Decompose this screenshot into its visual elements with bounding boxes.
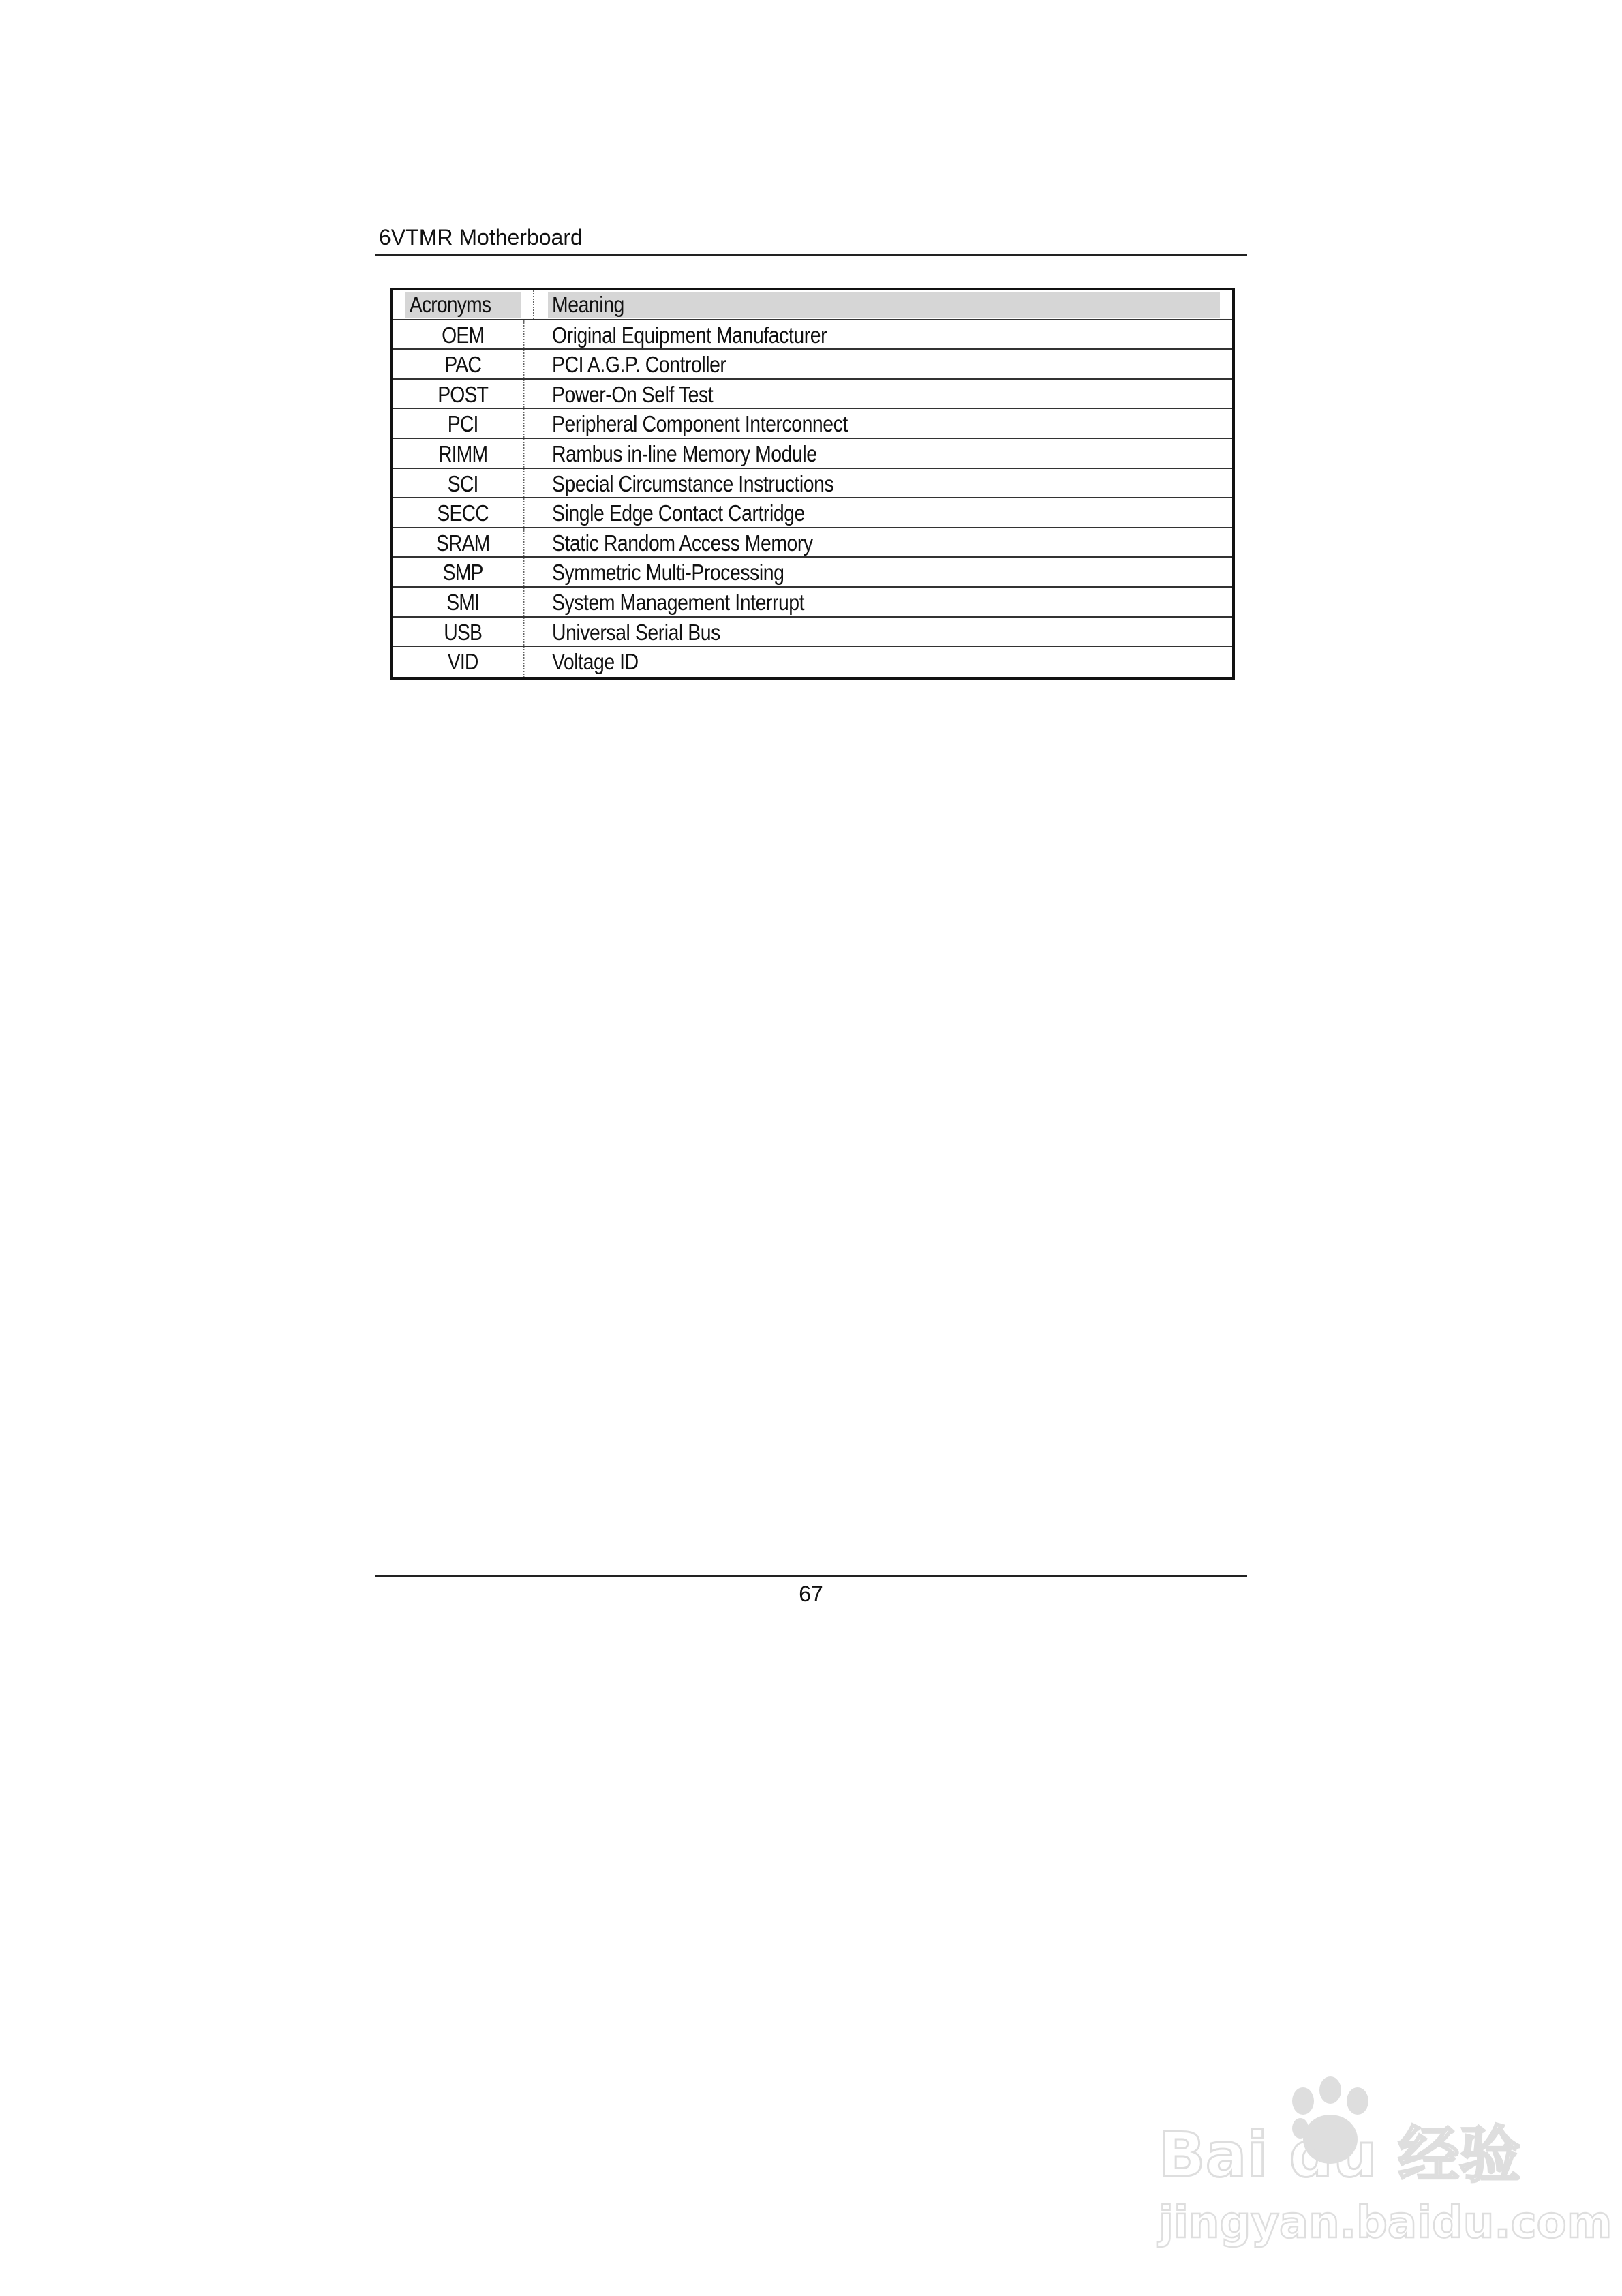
document-title: 6VTMR Motherboard — [379, 225, 583, 250]
acronym-cell: SMI — [403, 588, 525, 616]
acronym-cell: USB — [403, 618, 525, 646]
table-row — [393, 588, 1232, 618]
meaning-cell: Rambus in-line Memory Module — [552, 440, 817, 466]
acronym-cell: SECC — [403, 498, 525, 527]
acronyms-table — [390, 288, 1235, 680]
table-header-row — [393, 290, 1232, 320]
table-row — [393, 350, 1232, 380]
table-row — [393, 439, 1232, 469]
table-row — [393, 558, 1232, 588]
column-header-meaning: Meaning — [534, 290, 1232, 319]
meaning-cell: Single Edge Contact Cartridge — [552, 500, 805, 526]
acronym-cell: VID — [403, 647, 525, 677]
table-row — [393, 498, 1232, 528]
acronym-cell: SMP — [403, 558, 525, 586]
acronym-cell: PCI — [403, 409, 525, 438]
acronym-cell: RIMM — [403, 439, 525, 468]
table-row — [393, 528, 1232, 558]
acronym-cell: POST — [403, 380, 525, 408]
watermark-brand: Bai du 经验 — [1159, 2119, 1521, 2191]
meaning-cell: Voltage ID — [552, 649, 639, 675]
meaning-cell: System Management Interrupt — [552, 589, 805, 615]
acronym-cell: SCI — [403, 469, 525, 498]
acronym-cell: PAC — [403, 350, 525, 378]
table-row — [393, 380, 1232, 410]
column-header-acronyms: Acronyms — [393, 290, 534, 319]
header-divider — [375, 254, 1247, 256]
meaning-cell: Special Circumstance Instructions — [552, 470, 834, 496]
table-row — [393, 320, 1232, 350]
table-row — [393, 647, 1232, 677]
meaning-cell: Original Equipment Manufacturer — [552, 322, 827, 348]
watermark-url: jingyan.baidu.com — [1159, 2198, 1612, 2248]
table-row — [393, 409, 1232, 439]
baidu-jingyan-watermark — [1152, 2059, 1612, 2263]
acronym-cell: SRAM — [403, 528, 525, 557]
meaning-cell: Static Random Access Memory — [552, 530, 813, 556]
meaning-cell: Power-On Self Test — [552, 381, 714, 407]
meaning-cell: Symmetric Multi-Processing — [552, 560, 784, 586]
acronym-cell: OEM — [403, 320, 525, 349]
meaning-cell: Universal Serial Bus — [552, 619, 720, 645]
table-row — [393, 469, 1232, 499]
meaning-cell: Peripheral Component Interconnect — [552, 411, 848, 437]
table-row — [393, 618, 1232, 648]
page-number: 67 — [799, 1582, 823, 1606]
meaning-cell: PCI A.G.P. Controller — [552, 352, 726, 378]
footer-divider — [375, 1575, 1247, 1577]
